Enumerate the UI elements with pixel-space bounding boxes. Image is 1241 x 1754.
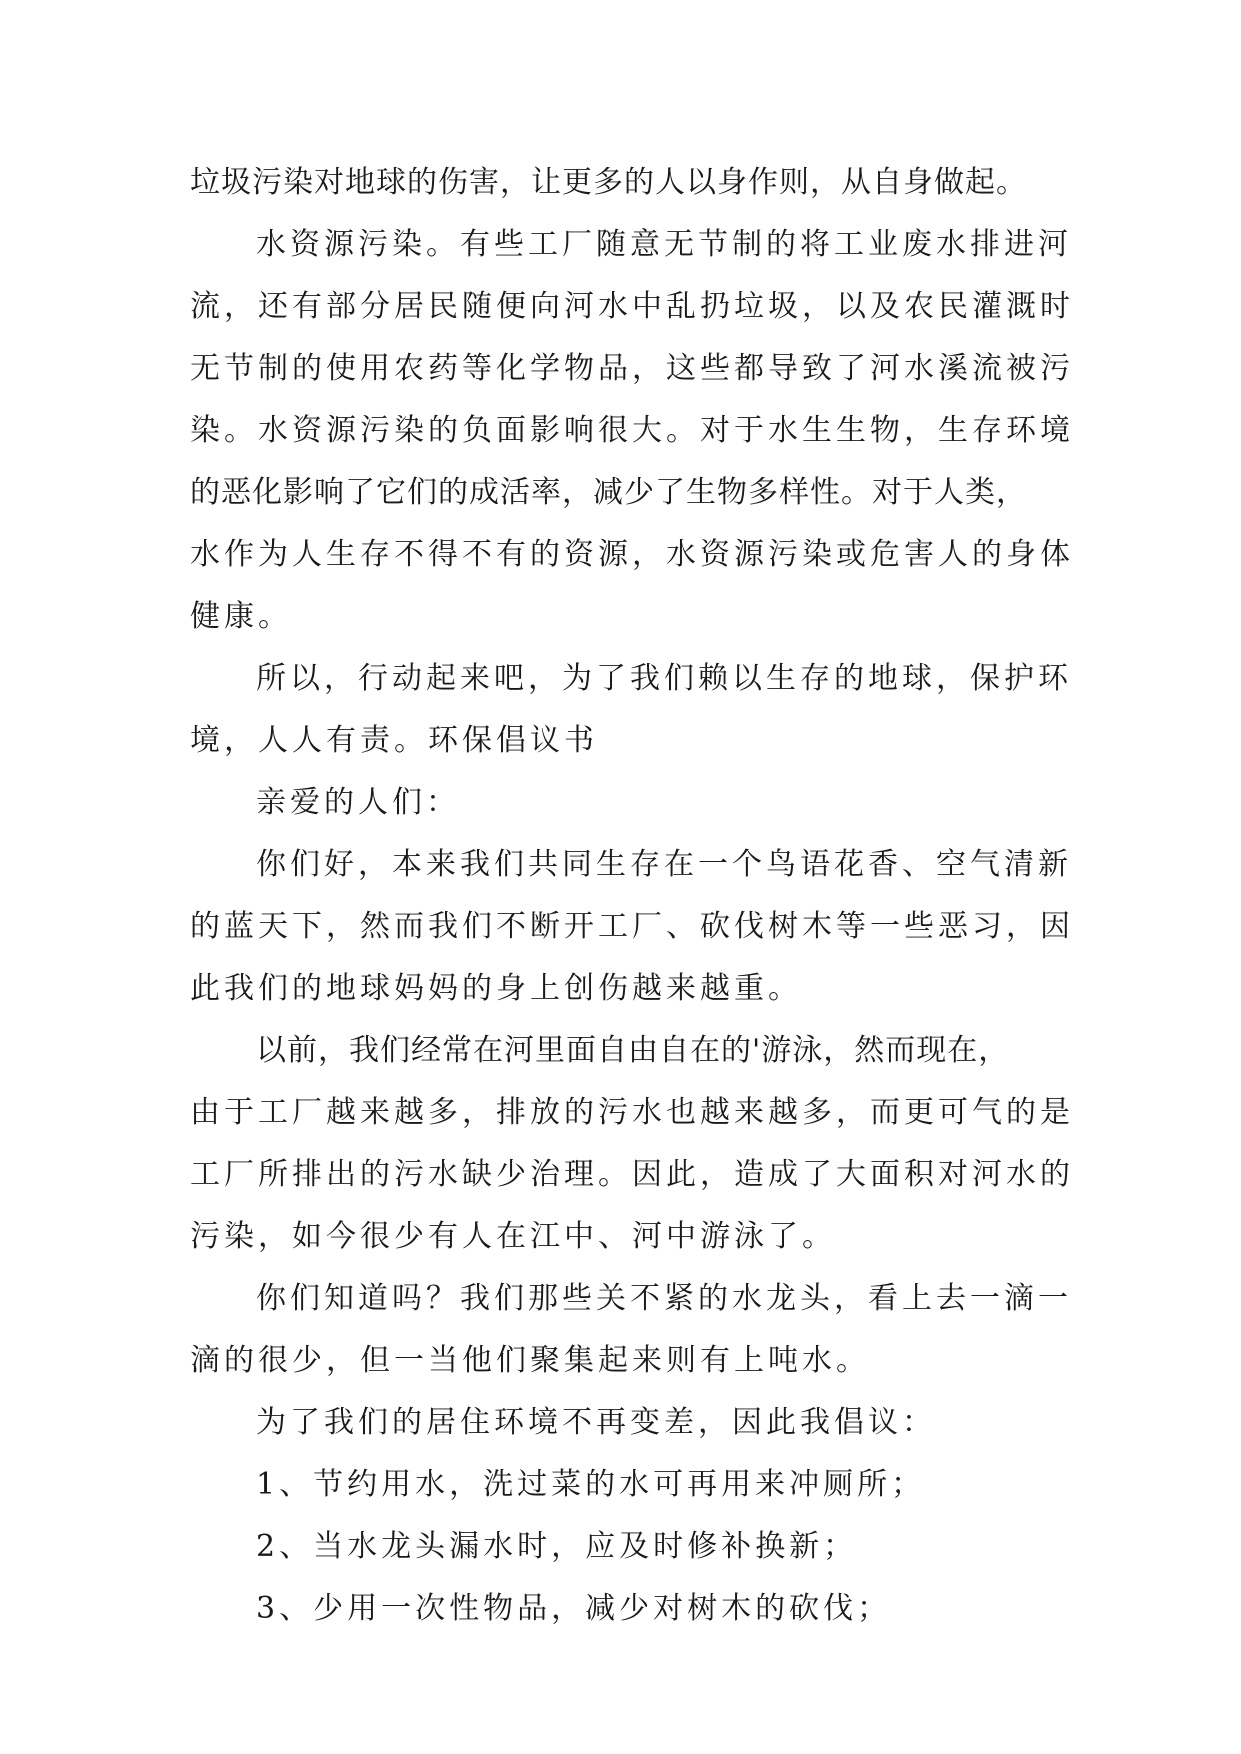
text-line: 为了我们的居住环境不再变差，因此我倡议：: [256, 1405, 936, 1440]
text-line: 污染，如今很少有人在江中、河中游泳了。: [190, 1219, 836, 1254]
text-line: 流，还有部分居民随便向河水中乱扔垃圾，以及农民灌溉时: [190, 289, 1074, 324]
text-line: 境，人人有责。环保倡议书: [190, 723, 598, 758]
text-line: 水资源污染。有些工厂随意无节制的将工业废水排进河: [256, 227, 1072, 262]
text-line: 3、少用一次性物品，减少对树木的砍伐；: [256, 1591, 892, 1626]
text-line: 以前，我们经常在河里面自由自在的'游泳，然而现在，: [256, 1033, 1010, 1068]
text-line: 水作为人生存不得不有的资源，水资源污染或危害人的身体: [190, 537, 1074, 572]
text-line: 所以，行动起来吧，为了我们赖以生存的地球，保护环: [256, 661, 1072, 696]
document-body: [190, 152, 1074, 1640]
text-line: 2、当水龙头漏水时，应及时修补换新；: [256, 1529, 858, 1564]
text-line: 1、节约用水，洗过菜的水可再用来冲厕所；: [256, 1467, 926, 1502]
text-line: 染。水资源污染的负面影响很大。对于水生生物，生存环境: [190, 413, 1074, 448]
text-line: 的蓝天下，然而我们不断开工厂、砍伐树木等一些恶习，因: [190, 909, 1074, 944]
text-line: 由于工厂越来越多，排放的污水也越来越多，而更可气的是: [190, 1095, 1074, 1130]
text-line: 你们好，本来我们共同生存在一个鸟语花香、空气清新: [256, 847, 1072, 882]
text-line: 亲爱的人们：: [256, 785, 460, 820]
text-line: 工厂所排出的污水缺少治理。因此，造成了大面积对河水的: [190, 1157, 1074, 1192]
text-line: 此我们的地球妈妈的身上创伤越来越重。: [190, 971, 802, 1006]
text-line: 无节制的使用农药等化学物品，这些都导致了河水溪流被污: [190, 351, 1074, 386]
text-line: 滴的很少，但一当他们聚集起来则有上吨水。: [190, 1343, 870, 1378]
text-line: 垃圾污染对地球的伤害，让更多的人以身作则，从自身做起。: [190, 165, 1027, 200]
text-line: 健康。: [190, 599, 292, 634]
text-line: 的恶化影响了它们的成活率，减少了生物多样性。对于人类，: [190, 475, 1027, 510]
text-line: 你们知道吗？我们那些关不紧的水龙头，看上去一滴一: [256, 1281, 1072, 1316]
